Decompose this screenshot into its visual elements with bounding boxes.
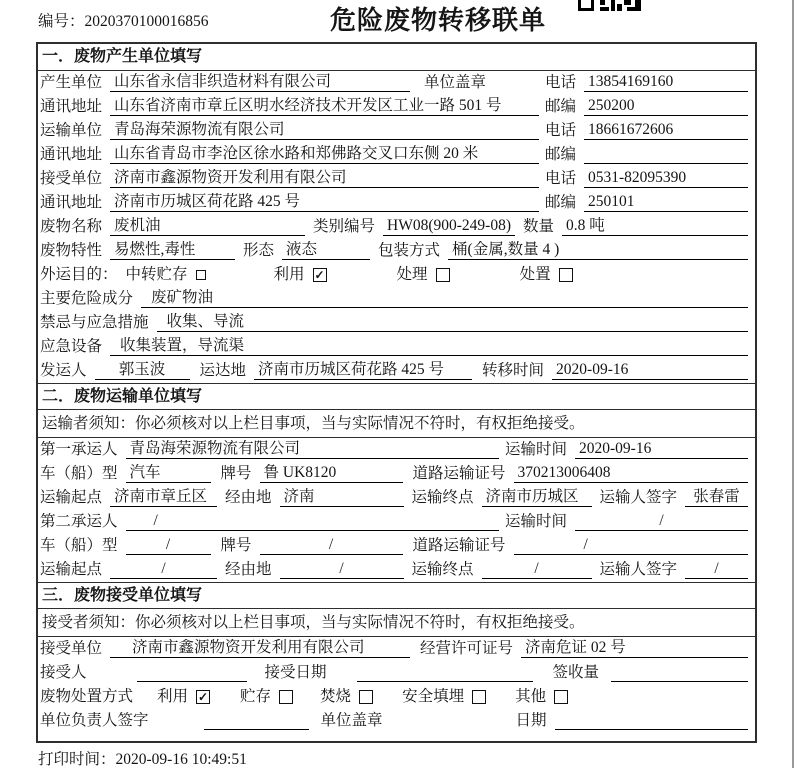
transporter-zip-field (584, 145, 748, 164)
other-checkbox (554, 690, 568, 704)
section2-heading: 二．废物运输单位填写 (38, 383, 755, 410)
producer-address-field: 山东省济南市章丘区明水经济技术开发区工业一路 501 号 (110, 97, 539, 116)
waste-name-label: 废物名称 (40, 218, 103, 235)
vehicle-label: 车（船）型 (40, 465, 118, 482)
plate2-field: / (260, 536, 403, 555)
receiver-address-field: 济南市历城区荷花路 425 号 (110, 193, 539, 212)
section1-heading: 一．废物产生单位填写 (38, 44, 755, 71)
transfer-time-field: 2020-09-16 (552, 361, 748, 380)
transporter-sign-label: 运输人签字 (599, 489, 678, 506)
address-label: 通讯地址 (40, 194, 103, 211)
transport-time-label: 运输时间 (505, 513, 568, 530)
accept-date-label: 接受日期 (264, 664, 327, 681)
zip-label: 邮编 (545, 194, 577, 211)
plate-label: 牌号 (220, 537, 252, 554)
page-title: 危险废物转移联单 (329, 6, 546, 35)
landfill-checkbox (472, 690, 486, 704)
origin-label: 运输起点 (40, 489, 103, 506)
disposal-option-landfill (402, 688, 486, 706)
zip-label: 邮编 (545, 146, 577, 163)
pack-label: 包装方式 (378, 242, 441, 259)
print-time-label: 打印时间： (38, 751, 116, 768)
transfer-storage-checkbox (196, 270, 206, 280)
qty-field: 0.8 吨 (562, 217, 748, 236)
purpose-option-label: 处置 (519, 266, 551, 283)
vehicle1-row (38, 462, 755, 486)
waste-name-row (38, 215, 755, 239)
acceptor-field (137, 663, 247, 682)
manifest-form (36, 42, 757, 743)
phone-label: 电话 (545, 122, 577, 139)
carrier2-time-field: / (575, 512, 748, 531)
purpose-row (38, 263, 755, 287)
accepting-unit-label: 接受单位 (40, 640, 103, 657)
producer-zip-field: 250200 (584, 97, 748, 116)
destination-label: 运达地 (199, 362, 247, 379)
end1-field: 济南市历城区 (482, 488, 592, 507)
phone-label: 电话 (545, 74, 577, 91)
receiver-row (38, 167, 755, 191)
receiver-address-row (38, 191, 755, 215)
page-edge-divider (792, 0, 794, 768)
qty-label: 数量 (523, 218, 555, 235)
operating-license-label: 经营许可证号 (420, 640, 514, 657)
section3-heading: 三．废物接受单位填写 (38, 582, 755, 609)
transporter-sign2-field: / (685, 560, 748, 579)
disposal-method-row (38, 685, 755, 709)
form-field: 液态 (282, 241, 370, 260)
transport-time-label: 运输时间 (505, 441, 568, 458)
producer-phone-field: 13854169160 (584, 73, 748, 92)
equipment-field: 收集装置，导流渠 (110, 337, 748, 356)
carrier2-row (38, 510, 755, 534)
waste-character-row (38, 239, 755, 263)
shipper-row (38, 359, 755, 383)
transporter-sign-label: 运输人签字 (599, 561, 678, 578)
purpose-option-label: 处理 (396, 266, 428, 283)
end-label: 运输终点 (411, 489, 474, 506)
origin2-field: / (110, 560, 217, 579)
purpose-option-label: 利用 (273, 266, 305, 283)
waste-name-field: 废机油 (110, 217, 305, 236)
receiver-phone-field: 0531-82095390 (584, 169, 748, 188)
via2-field: / (280, 560, 404, 579)
date-label: 日期 (515, 712, 547, 729)
transporter-phone-field: 18661672606 (584, 121, 748, 140)
producer-field: 山东省永信非织造材料有限公司 (110, 73, 410, 92)
transporter-sign1-field: 张春雷 (685, 488, 748, 507)
carrier2-label: 第二承运人 (40, 513, 118, 530)
producer-address-row (38, 95, 755, 119)
hazard-field: 废矿物油 (141, 289, 748, 308)
plate-label: 牌号 (220, 465, 252, 482)
route1-row (38, 486, 755, 510)
road-license1-field: 370213006408 (514, 464, 748, 483)
vehicle2-field: / (126, 536, 211, 555)
taboo-row (38, 311, 755, 335)
carrier2-field: / (126, 512, 499, 531)
storage-checkbox (279, 690, 293, 704)
form-label: 形态 (243, 242, 275, 259)
taboo-field: 收集、导流 (157, 313, 748, 332)
character-label: 废物特性 (40, 242, 103, 259)
transporter-field: 青岛海荣源物流有限公司 (110, 121, 539, 140)
disposal-option-incineration (320, 688, 373, 706)
transporter-address-row (38, 143, 755, 167)
disposal-checkbox (559, 268, 573, 282)
phone-label: 电话 (545, 170, 577, 187)
transporter-address-field: 山东省青岛市李沧区徐水路和郑佛路交叉口东侧 20 米 (110, 145, 539, 164)
shipper-label: 发运人 (40, 362, 87, 379)
disposal-method-label: 废物处置方式 (40, 688, 134, 705)
hazard-label: 主要危险成分 (40, 290, 134, 307)
purpose-option-treatment (397, 266, 450, 284)
acceptor-row (38, 661, 755, 685)
road-license-label: 道路运输证号 (412, 465, 506, 482)
producer-label: 产生单位 (40, 74, 103, 91)
code-label: 类别编号 (313, 218, 376, 235)
vehicle1-field: 汽车 (126, 464, 211, 483)
hazard-row (38, 287, 755, 311)
character-field: 易燃性,毒性 (110, 241, 235, 260)
disposal-option-other (515, 688, 568, 706)
end-label: 运输终点 (411, 561, 474, 578)
address-label: 通讯地址 (40, 146, 103, 163)
origin1-field: 济南市章丘区 (110, 488, 217, 507)
purpose-option-transfer-storage (126, 266, 206, 284)
accepting-unit-row (38, 637, 755, 661)
purpose-option-disposal (520, 266, 573, 284)
carrier1-row (38, 438, 755, 462)
code-field: HW08(900-249-08) (383, 217, 515, 236)
purpose-option-label: 中转贮存 (125, 266, 188, 283)
seal-label: 单位盖章 (424, 74, 487, 91)
disposal-option-storage (240, 688, 293, 706)
disposal-option-label: 利用 (157, 688, 189, 705)
disposal-option-label: 安全填埋 (402, 688, 465, 705)
accepting-unit-field: 济南市鑫源物资开发利用有限公司 (110, 639, 410, 658)
principal-sign-field (204, 711, 309, 730)
carrier1-field: 青岛海荣源物流有限公司 (126, 440, 499, 459)
receiver-notice: 接受者须知：你必须核对以上栏目事项，当与实际情况不符时，有权拒绝接受。 (38, 609, 755, 637)
unit-seal-label: 单位盖章 (320, 712, 383, 729)
road-license2-field: / (514, 536, 748, 555)
principal-sign-label: 单位负责人签字 (40, 712, 149, 729)
taboo-label: 禁忌与应急措施 (40, 314, 149, 331)
recycle-disposal-checkbox: ✓ (198, 690, 209, 704)
serial-label: 编号： (38, 13, 85, 30)
disposal-option-label: 焚烧 (320, 688, 352, 705)
transporter-label: 运输单位 (40, 122, 103, 139)
receiver-zip-field: 250101 (584, 193, 748, 212)
print-time-value: 2020-09-16 10:49:51 (115, 751, 247, 768)
destination-field: 济南市历城区荷花路 425 号 (254, 361, 472, 380)
purpose-label: 外运目的： (40, 266, 118, 283)
via-label: 经由地 (225, 561, 272, 578)
transporter-notice: 运输者须知：你必须核对以上栏目事项，当与实际情况不符时，有权拒绝接受。 (38, 410, 755, 438)
accept-date-field (357, 663, 533, 682)
incineration-checkbox (359, 690, 373, 704)
origin-label: 运输起点 (40, 561, 103, 578)
disposal-option-recycle (157, 688, 210, 706)
plate1-field: 鲁 UK8120 (260, 464, 403, 483)
equipment-label: 应急设备 (40, 338, 103, 355)
qr-code-icon (578, 0, 641, 11)
receiver-label: 接受单位 (40, 170, 103, 187)
pack-field: 桶(金属,数量 4 ) (448, 241, 748, 260)
serial-value: 2020370100016856 (84, 13, 209, 30)
via-label: 经由地 (225, 489, 272, 506)
transfer-time-label: 转移时间 (482, 362, 545, 379)
disposal-option-label: 贮存 (240, 688, 272, 705)
road-license-label: 道路运输证号 (412, 537, 506, 554)
shipper-field: 郭玉波 (95, 361, 190, 380)
carrier1-label: 第一承运人 (40, 441, 118, 458)
principal-sign-row (38, 709, 755, 733)
signed-amount-label: 签收量 (552, 664, 600, 681)
transporter-row (38, 119, 755, 143)
address-label: 通讯地址 (40, 98, 103, 115)
disposal-option-label: 其他 (515, 688, 547, 705)
purpose-option-recycle (274, 266, 327, 284)
signed-amount-field (611, 663, 748, 682)
date-field (555, 711, 748, 730)
via1-field: 济南 (280, 488, 404, 507)
vehicle2-row (38, 534, 755, 558)
producer-row (38, 71, 755, 95)
receiver-field: 济南市鑫源物资开发利用有限公司 (110, 169, 539, 188)
vehicle-label: 车（船）型 (40, 537, 118, 554)
acceptor-label: 接受人 (40, 664, 87, 681)
zip-label: 邮编 (545, 98, 577, 115)
print-time (38, 747, 247, 769)
route2-row (38, 558, 755, 582)
equipment-row (38, 335, 755, 359)
recycle-checkbox: ✓ (314, 268, 325, 282)
operating-license-field: 济南危证 02 号 (521, 639, 748, 658)
carrier1-time-field: 2020-09-16 (575, 440, 748, 459)
end2-field: / (482, 560, 592, 579)
treatment-checkbox (436, 268, 450, 282)
